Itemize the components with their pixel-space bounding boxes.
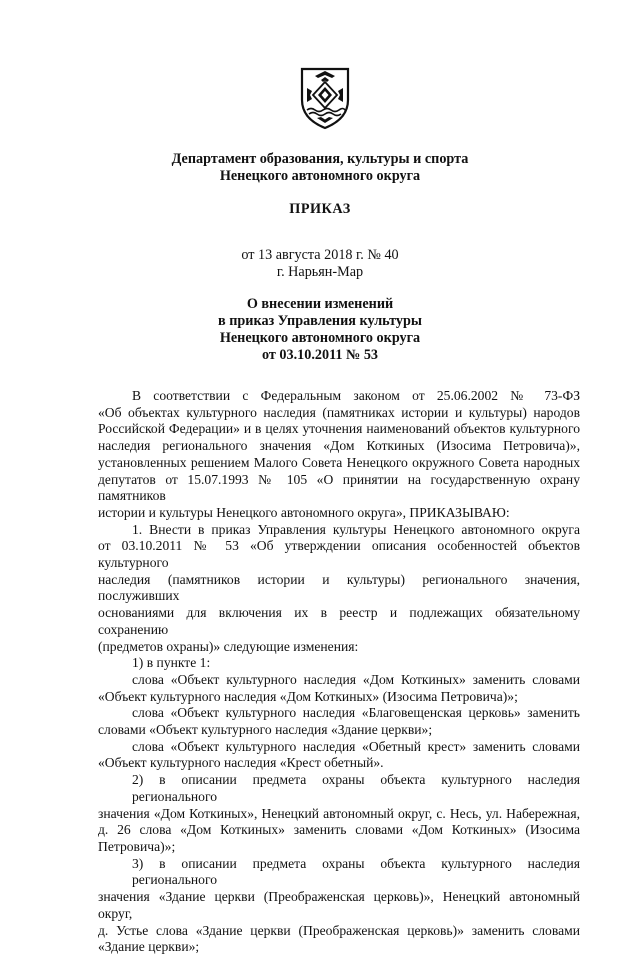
paragraph-item-1 (98, 522, 580, 656)
paragraph-subitem-3 (98, 856, 580, 956)
document-title: ПРИКАЗ (289, 201, 351, 217)
change-line: слова «Объект культурного наследия «Дом Коткиных» заменить словами (132, 671, 580, 687)
paragraph-change-2 (98, 705, 580, 738)
subject-line1: О внесении изменений (246, 296, 394, 312)
department-name-line1: Департамент образования, культуры и спорта (171, 151, 469, 167)
item-line: основаниями для включения их в реестр и подлежащих обязательному сохранению (98, 605, 580, 637)
preamble-line: истории и культуры Ненецкого автономного округа», ПРИКАЗЫВАЮ: (98, 504, 510, 520)
item-line: от 03.10.2011 № 53 «Об утверждении описания особенностей объектов культурного (98, 538, 580, 571)
subitem-line: д. Устье слова «Здание церкви (Преображенская церковь)» заменить словами (98, 922, 580, 938)
subitem-line: 2) в описании предмета охраны объекта культурного наследия регионального (132, 772, 580, 804)
subitem-line: значения «Дом Коткиных», Ненецкий автономный округ, с. Несь, ул. Набережная, (98, 805, 580, 821)
subitem-line: значения «Здание церкви (Преображенская церковь)», Ненецкий автономный округ, (98, 889, 580, 921)
subject-line4: от 03.10.2011 № 53 (261, 347, 379, 363)
change-line: словами «Объект культурного наследия «Здание церкви»; (98, 722, 433, 738)
document-body (98, 388, 580, 956)
subitem-line: Петровича)»; (98, 838, 176, 854)
preamble-line: «Об объектах культурного наследия (памятниках истории и культуры) народов (98, 404, 580, 420)
change-line: слова «Объект культурного наследия «Благовещенская церковь» заменить (132, 705, 580, 721)
item-line: (предметов охраны)» следующие изменения: (98, 638, 359, 654)
paragraph-change-3 (98, 739, 580, 772)
item-line: наследия (памятников истории и культуры) регионального значения, послуживших (98, 571, 580, 604)
department-name-line2: Ненецкого автономного округа (219, 168, 421, 184)
change-line: слова «Объект культурного наследия «Обетный крест» заменить словами (132, 738, 580, 754)
coat-of-arms-emblem (299, 66, 351, 130)
subitem-line: «Здание церкви»; (98, 939, 200, 955)
subject-line2: в приказ Управления культуры (218, 313, 422, 329)
subitem-line: 1) в пункте 1: (132, 655, 211, 671)
paragraph-preamble (98, 388, 580, 522)
preamble-line: депутатов от 15.07.1993 № 105 «О принятии на государственную охрану памятников (98, 471, 580, 504)
preamble-line: наследия регионального значения «Дом Коткиных (Изосима Петровича)», (98, 438, 580, 454)
subject-line3: Ненецкого автономного округа (219, 330, 421, 346)
item-line: 1. Внести в приказ Управления культуры Ненецкого автономного округа (132, 521, 580, 537)
subitem-line: 3) в описании предмета охраны объекта культурного наследия регионального (132, 855, 580, 888)
paragraph-change-1 (98, 672, 580, 705)
paragraph-subitem-1 (98, 655, 580, 672)
preamble-line: установленных решением Малого Совета Ненецкого окружного Совета народных (98, 454, 580, 470)
paragraph-subitem-2 (98, 772, 580, 856)
date-number: от 13 августа 2018 г. № 40 (241, 247, 399, 263)
change-line: «Объект культурного наследия «Дом Коткиных» (Изосима Петровича)»; (98, 688, 518, 704)
change-line: «Объект культурного наследия «Крест обетный». (98, 755, 384, 771)
place: г. Нарьян-Мар (276, 264, 364, 280)
preamble-line: В соответствии с Федеральным законом от 25.06.2002 № 73-ФЗ (132, 388, 580, 403)
subitem-line: д. 26 слова «Дом Коткиных» заменить словами «Дом Коткиных» (Изосима (98, 822, 580, 838)
preamble-line: Российской Федерации» и в целях уточнения наименований объектов культурного (98, 421, 580, 437)
